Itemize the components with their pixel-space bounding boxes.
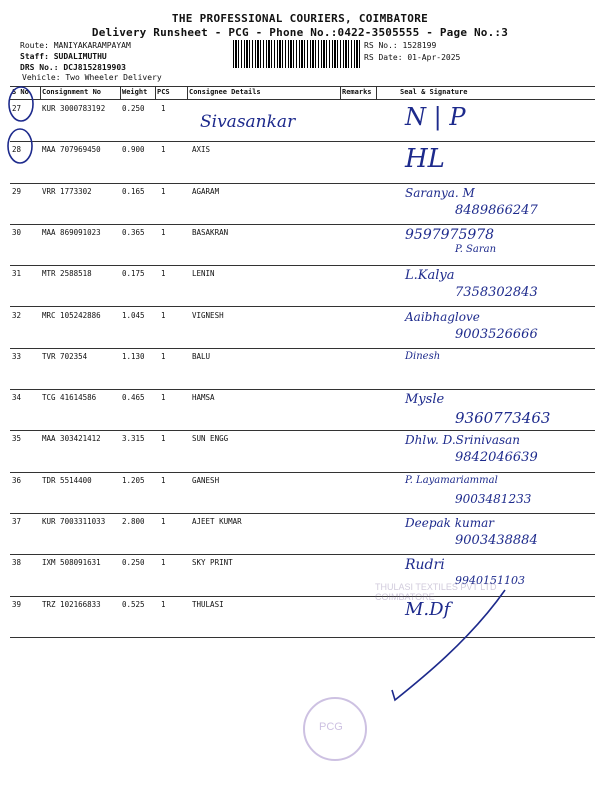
row-pcs: 1 [161,599,166,609]
row-signature-phone: 9940151103 [455,574,525,588]
row-signature: HL [405,144,445,175]
row-weight: 0.900 [122,145,145,155]
row-consignee: GANESH [192,475,220,485]
row-signature: Deepak kumar [405,516,495,530]
row-pcs: 1 [161,104,166,113]
row-weight: 1.205 [122,475,145,485]
col-consignee: Consignee Details [189,88,261,96]
row-sno: 32 [12,310,22,320]
row-consignee: SUN ENGG [192,434,229,444]
row-weight: 0.165 [122,186,145,196]
col-pcs: PCS [157,88,170,96]
row-consignee: BASAKRAN [192,227,229,237]
row-pcs: 1 [161,227,166,237]
row-signature-phone: 9842046639 [455,450,538,466]
row-weight: 3.315 [122,434,145,444]
rs-no-value: 1528199 [402,41,437,50]
row-weight: 0.175 [122,269,145,279]
row-pcs: 1 [161,310,166,320]
row-weight: 0.250 [122,558,145,568]
row-consignee: LENIN [192,269,215,279]
route-value: MANIYAKARAMPAYAM [53,41,131,50]
drs-label: DRS No.: [20,63,59,72]
row-pcs: 1 [161,186,166,196]
row-signature: P. Layamariammal [405,474,498,486]
row-consignment-no: KUR 3000783192 [42,104,106,113]
rs-date-value: 01-Apr-2025 [407,53,461,62]
staff-label: Staff: [20,52,49,61]
row-signature-phone: P. Saran [455,243,497,255]
row-sno: 31 [12,269,22,279]
row-signature-phone: 9360773463 [455,409,551,428]
row-consignee: HAMSA [192,393,215,403]
row-consignment-no: MAA 869091023 [42,227,101,237]
row-sno: 30 [12,227,22,237]
row-consignment-no: KUR 7003311033 [42,517,106,526]
row-consignee: AJEET KUMAR [192,517,242,526]
pen-stroke-tail [392,590,505,700]
rs-no-label: RS No.: [364,41,398,50]
row-consignment-no: IXM 508091631 [42,558,101,568]
row-pcs: 1 [161,517,166,526]
row-weight: 0.365 [122,227,145,237]
circle-mark-28 [8,129,32,163]
row-consignment-no: TCG 41614586 [42,393,97,403]
row-weight: 1.045 [122,310,145,320]
row-consignment-no: TRZ 102166833 [42,599,101,609]
row-signature-phone: 9003526666 [455,326,538,342]
row-sno: 28 [12,145,22,155]
row-consignment-no: VRR 1773302 [42,186,92,196]
row-consignee: AXIS [192,145,211,155]
row-signature: N | P [405,103,466,131]
row-consignee: BALU [192,351,211,361]
row-weight: 2.800 [122,517,145,526]
col-consignment: Consignment No [42,88,102,96]
col-weight: Weight [122,88,148,96]
row-signature-phone: 9003481233 [455,491,532,506]
row-sno: 37 [12,517,22,526]
row-consignment-no: TDR 5514400 [42,475,92,485]
vehicle-value: Two Wheeler Delivery [65,73,162,82]
row-pcs: 1 [161,269,166,279]
row-consignment-no: MAA 303421412 [42,434,101,444]
staff-value: SUDALIMUTHU [53,52,107,61]
stamp-text: PCG [319,721,343,733]
row-pcs: 1 [161,393,166,403]
row-consignment-no: TVR 702354 [42,351,88,361]
row-sno: 35 [12,434,22,444]
col-sno: S No [12,88,29,96]
row-consignment-no: MRC 105242886 [42,310,101,320]
row-weight: 0.250 [122,104,145,113]
col-signature: Seal & Signature [400,88,468,96]
row-sno: 38 [12,558,22,568]
route-label: Route: [20,41,49,50]
row-sno: 36 [12,475,22,485]
runsheet-subtitle: Delivery Runsheet - PCG - Phone No.:0422-3505555 - Page No.:3 [91,26,509,39]
row-sno: 34 [12,393,22,403]
row-consignee: SKY PRINT [192,558,233,568]
row-weight: 0.465 [122,393,145,403]
row-signature-phone: 9003438884 [455,533,538,548]
row-signature: M.Df [405,598,451,620]
circle-mark-27 [9,87,33,121]
row-signature: Saranya. M [405,185,475,200]
row-signature: Mysle [405,392,445,408]
row-consignee: THULASI [192,599,224,609]
row-pcs: 1 [161,434,166,444]
row-consignee: VIGNESH [192,310,224,320]
row-signature: 9597975978 [405,226,495,243]
col-remarks: Remarks [342,88,372,96]
company-seal: THULASI TEXTILES PVT LTD COIMBATORE [375,582,497,602]
row-weight: 0.525 [122,599,145,609]
row-sno: 39 [12,599,22,609]
row-signature: L.Kalya [405,268,455,284]
company-title: THE PROFESSIONAL COURIERS, COIMBATORE [171,12,429,25]
row-signature: Rudri [405,557,445,574]
row-consignment-no: MTR 2588518 [42,269,92,279]
vehicle-label: Vehicle: [22,73,61,82]
row-signature: Dinesh [405,350,441,362]
row-pcs: 1 [161,558,166,568]
row-weight: 1.130 [122,351,145,361]
row-signature: Aaibhaglove [405,309,480,324]
row-sno: 33 [12,351,22,361]
row-signature-phone: 7358302843 [455,285,538,301]
row-signature-phone: 8489866247 [455,202,538,218]
row-pcs: 1 [161,351,166,361]
row-consignee: AGARAM [192,186,220,196]
row-consignment-no: MAA 707969450 [42,145,101,155]
drs-value: DCJ8152819903 [63,63,126,72]
rs-date-label: RS Date: [364,53,403,62]
row-pcs: 1 [161,475,166,485]
row-sno: 29 [12,186,22,196]
row-sno: 27 [12,104,22,113]
handwritten-consignee-27: Sivasankar [200,112,296,132]
row-pcs: 1 [161,145,166,155]
row-signature: Dhlw. D.Srinivasan [405,433,521,448]
